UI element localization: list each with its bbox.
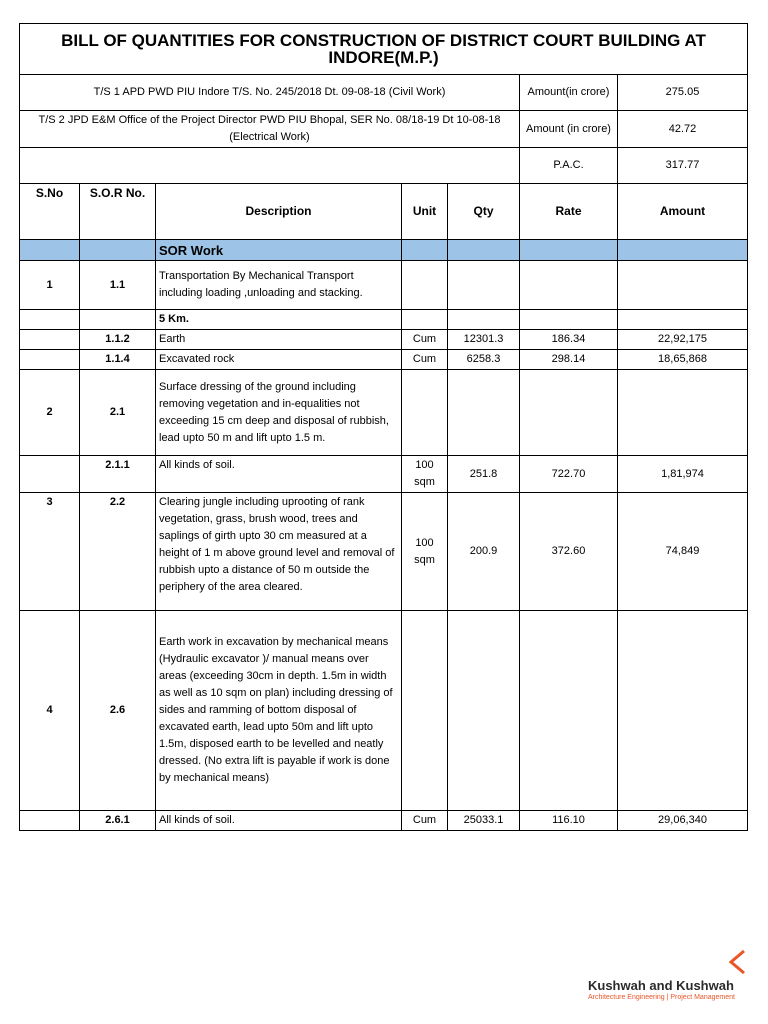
table-row xyxy=(20,330,748,350)
row-qty xyxy=(448,370,520,456)
row-description: Excavated rock xyxy=(156,350,402,370)
row-unit xyxy=(402,370,448,456)
sor-cell xyxy=(520,240,618,261)
row-description: Earth xyxy=(156,330,402,350)
company-name: Kushwah and Kushwah xyxy=(588,978,734,993)
row-sno xyxy=(20,456,80,493)
header-amount: Amount xyxy=(618,184,748,240)
row-sno: 1 xyxy=(20,261,80,310)
sor-cell xyxy=(402,240,448,261)
table-row xyxy=(20,310,748,330)
table-row xyxy=(20,493,748,611)
row-rate xyxy=(520,310,618,330)
table-row xyxy=(20,370,748,456)
row-amount xyxy=(618,310,748,330)
row-amount: 22,92,175 xyxy=(618,330,748,350)
row-sor xyxy=(80,310,156,330)
table-row xyxy=(20,611,748,811)
ts1-description: T/S 1 APD PWD PIU Indore T/S. No. 245/2018 Dt. 09-08-18 (Civil Work) xyxy=(20,75,520,111)
row-unit: Cum xyxy=(402,350,448,370)
row-qty xyxy=(448,310,520,330)
row-sor: 1.1.4 xyxy=(80,350,156,370)
table-row xyxy=(20,261,748,310)
sor-cell xyxy=(448,240,520,261)
header-description: Description xyxy=(156,184,402,240)
ts1-amount-label: Amount(in crore) xyxy=(520,75,618,111)
row-qty: 200.9 xyxy=(448,493,520,611)
row-sno xyxy=(20,330,80,350)
section-sor-work: SOR Work xyxy=(156,240,402,261)
row-unit xyxy=(402,261,448,310)
row-sno: 3 xyxy=(20,493,80,611)
row-qty: 6258.3 xyxy=(448,350,520,370)
row-sor: 2.1 xyxy=(80,370,156,456)
row-amount: 29,06,340 xyxy=(618,811,748,831)
row-amount: 1,81,974 xyxy=(618,456,748,493)
row-unit: 100 sqm xyxy=(402,456,448,493)
pac-value: 317.77 xyxy=(618,148,748,184)
header-qty: Qty xyxy=(448,184,520,240)
row-unit: Cum xyxy=(402,330,448,350)
row-qty: 251.8 xyxy=(448,456,520,493)
row-amount xyxy=(618,370,748,456)
row-description: Clearing jungle including uprooting of rank vegetation, grass, brush wood, trees and saplings of girth upto 30 cm measured at a height of 1 m above ground level and removal of rubbish upto a distance of 50 m outside the periphery of the area cleared. xyxy=(156,493,402,611)
table-row xyxy=(20,811,748,831)
row-amount: 74,849 xyxy=(618,493,748,611)
row-rate xyxy=(520,611,618,811)
header-rate: Rate xyxy=(520,184,618,240)
row-description: All kinds of soil. xyxy=(156,456,402,493)
row-sor: 2.6 xyxy=(80,611,156,811)
chevron-left-icon xyxy=(726,949,748,975)
boq-table xyxy=(19,23,748,831)
row-rate: 116.10 xyxy=(520,811,618,831)
row-description: Surface dressing of the ground including removing vegetation and in-equalities not exceeding 15 cm deep and disposal of rubbish, lead upto 50 m and lift upto 1.5 m. xyxy=(156,370,402,456)
row-amount xyxy=(618,261,748,310)
company-logo xyxy=(588,949,758,1009)
table-row xyxy=(20,456,748,493)
row-unit xyxy=(402,611,448,811)
header-sor: S.O.R No. xyxy=(80,184,156,240)
row-sor: 1.1.2 xyxy=(80,330,156,350)
ts2-amount-label: Amount (in crore) xyxy=(520,111,618,148)
document-title: BILL OF QUANTITIES FOR CONSTRUCTION OF DISTRICT COURT BUILDING AT INDORE(M.P.) xyxy=(20,24,748,75)
row-sno: 4 xyxy=(20,611,80,811)
table-row xyxy=(20,350,748,370)
row-description: All kinds of soil. xyxy=(156,811,402,831)
row-rate: 298.14 xyxy=(520,350,618,370)
ts2-description: T/S 2 JPD E&M Office of the Project Director PWD PIU Bhopal, SER No. 08/18-19 Dt 10-08-18 (Electrical Work) xyxy=(20,111,520,148)
pac-blank xyxy=(20,148,520,184)
sor-cell xyxy=(618,240,748,261)
row-qty: 12301.3 xyxy=(448,330,520,350)
row-sor: 2.1.1 xyxy=(80,456,156,493)
row-description: 5 Km. xyxy=(156,310,402,330)
company-tagline: Architecture Engineering | Project Management xyxy=(588,994,735,1001)
header-sno: S.No xyxy=(20,184,80,240)
row-sno xyxy=(20,350,80,370)
row-description: Earth work in excavation by mechanical means (Hydraulic excavator )/ manual means over areas (exceeding 30cm in depth. 1.5m in width as well as 10 sqm on plan) including dressing of sides and ramming of bottom disposal of excavated earth, lead upto 50m and lift upto 1.5m, disposed earth to be levelled and neatly dressed. (No extra lift is payable if work is done by mechanical means) xyxy=(156,611,402,811)
row-qty: 25033.1 xyxy=(448,811,520,831)
ts2-amount-value: 42.72 xyxy=(618,111,748,148)
row-rate: 372.60 xyxy=(520,493,618,611)
header-unit: Unit xyxy=(402,184,448,240)
row-sno xyxy=(20,310,80,330)
row-amount: 18,65,868 xyxy=(618,350,748,370)
row-sor: 1.1 xyxy=(80,261,156,310)
row-rate: 722.70 xyxy=(520,456,618,493)
row-amount xyxy=(618,611,748,811)
row-rate xyxy=(520,261,618,310)
row-unit: 100 sqm xyxy=(402,493,448,611)
ts1-amount-value: 275.05 xyxy=(618,75,748,111)
row-sor: 2.6.1 xyxy=(80,811,156,831)
pac-label: P.A.C. xyxy=(520,148,618,184)
sor-cell xyxy=(20,240,80,261)
row-sno xyxy=(20,811,80,831)
row-sor: 2.2 xyxy=(80,493,156,611)
row-sno: 2 xyxy=(20,370,80,456)
row-qty xyxy=(448,611,520,811)
row-rate xyxy=(520,370,618,456)
row-qty xyxy=(448,261,520,310)
row-unit xyxy=(402,310,448,330)
row-description: Transportation By Mechanical Transport including loading ,unloading and stacking. xyxy=(156,261,402,310)
row-unit: Cum xyxy=(402,811,448,831)
sor-cell xyxy=(80,240,156,261)
row-rate: 186.34 xyxy=(520,330,618,350)
